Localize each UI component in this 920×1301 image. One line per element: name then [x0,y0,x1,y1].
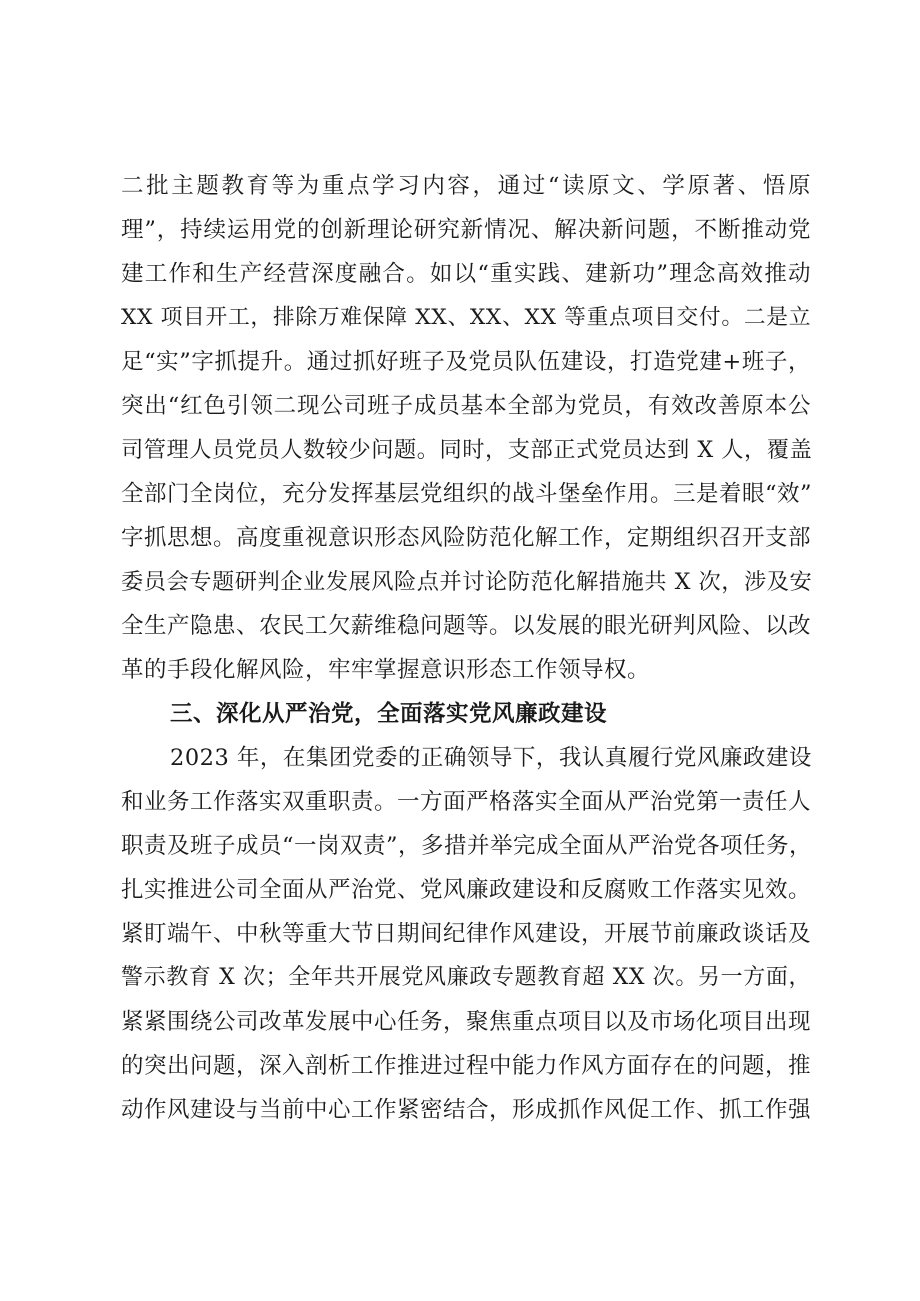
paragraph-line: 警示教育 X 次；全年共开展党风廉政专题教育超 XX 次。另一方面， [121,965,811,990]
paragraph-line: 全生产隐患、农民工欠薪维稳问题等。以发展的眼光研判风险、以改 [121,613,812,639]
paragraph-line: 和业务工作落实双重职责。一方面严格落实全面从严治党第一责任人 [121,789,812,815]
paragraph-line: 足“实”字抓提升。通过抓好班子及党员队伍建设，打造党建+班子， [121,349,811,375]
paragraph-line: 职责及班子成员“一岗双责”，多措并举完成全面从严治党各项任务， [121,833,813,859]
paragraph-line: XX 项目开工，排除万难保障 XX、XX、XX 等重点项目交付。二是立 [121,305,811,330]
paragraph-line: 理”，持续运用党的创新理论研究新情况、解决新问题，不断推动党 [121,217,811,243]
paragraph-line: 全部门全岗位，充分发挥基层党组织的战斗堡垒作用。三是着眼“效” [121,481,813,507]
paragraph-line: 扎实推进公司全面从严治党、党风廉政建设和反腐败工作落实见效。 [121,877,812,903]
paragraph-line: 突出“红色引领二现公司班子成员基本全部为党员，有效改善原本公 [121,393,811,419]
paragraph-line: 2023 年，在集团党委的正确领导下，我认真履行党风廉政建设 [170,745,812,771]
paragraph-line: 二批主题教育等为重点学习内容，通过“读原文、学原著、悟原 [121,173,811,199]
paragraph-line: 紧紧围绕公司改革发展中心任务，聚焦重点项目以及市场化项目出现 [121,1009,812,1035]
paragraph-line: 紧盯端午、中秋等重大节日期间纪律作风建设，开展节前廉政谈话及 [121,921,812,947]
paragraph-line: 委员会专题研判企业发展风险点并讨论防范化解措施共 X 次，涉及安 [121,569,813,595]
paragraph-line: 司管理人员党员人数较少问题。同时，支部正式党员达到 X 人，覆盖 [121,437,813,463]
section-heading: 三、深化从严治党，全面落实党风廉政建设 [170,701,608,727]
paragraph-line: 革的手段化解风险，牢牢掌握意识形态工作领导权。 [121,657,651,683]
paragraph-line: 动作风建设与当前中心工作紧密结合，形成抓作风促工作、抓工作强 [121,1097,812,1123]
paragraph-line: 的突出问题，深入剖析工作推进过程中能力作风方面存在的问题，推 [121,1053,812,1079]
paragraph-line: 字抓思想。高度重视意识形态风险防范化解工作，定期组织召开支部 [121,525,812,551]
paragraph-line: 建工作和生产经营深度融合。如以“重实践、建新功”理念高效推动 [121,261,811,287]
